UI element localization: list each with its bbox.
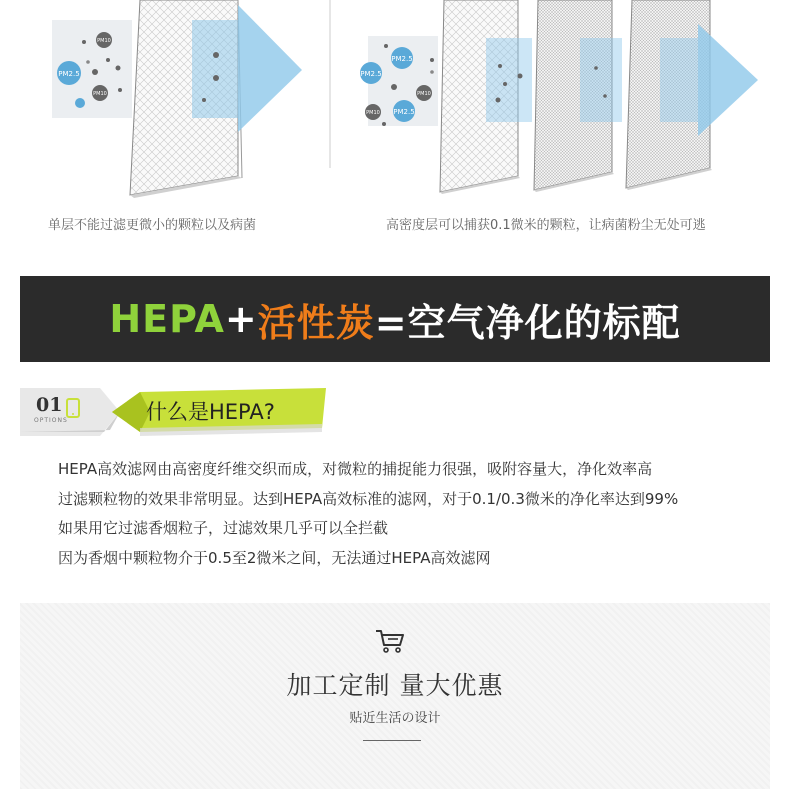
- banner-carbon: 活性炭: [257, 300, 375, 345]
- pm25-label: PM2.5: [391, 55, 413, 63]
- right-airflow-arrow: [660, 24, 758, 136]
- hepa-description: [58, 455, 758, 573]
- pm10-label: PM10: [366, 110, 380, 116]
- banner-hepa: HEPA: [109, 297, 225, 341]
- pm25-label: PM2.5: [58, 70, 80, 78]
- pm10-label: PM10: [93, 91, 107, 97]
- banner-plus: +: [224, 297, 258, 341]
- divider: [363, 740, 421, 741]
- banner-rest: =空气净化的标配: [374, 300, 681, 345]
- filter-diagram: [0, 0, 790, 210]
- right-caption: 高密度层可以捕获0.1微米的颗粒，让病菌粉尘无处可逃: [386, 218, 706, 233]
- left-particle-cloud: [52, 20, 132, 118]
- description-line: 如果用它过滤香烟粒子，过滤效果几乎可以全拦截: [58, 519, 389, 537]
- panel-subtitle: 贴近生活の设计: [349, 711, 441, 726]
- right-particle-cloud: [360, 36, 438, 126]
- pm25-label: PM2.5: [360, 70, 382, 78]
- filter-illustration: [0, 0, 790, 260]
- custom-order-panel: [20, 603, 770, 789]
- section-number: 01: [36, 394, 63, 416]
- pm10-label: PM10: [97, 38, 111, 44]
- description-line: 过滤颗粒物的效果非常明显。达到HEPA高效标准的滤网，对于0.1/0.3微米的净化率达到99%: [58, 489, 679, 508]
- pm25-label: PM2.5: [393, 108, 415, 116]
- cart-icon: [374, 627, 406, 655]
- description-line: 因为香烟中颗粒物介于0.5至2微米之间，无法通过HEPA高效滤网: [58, 548, 491, 567]
- section-title: 什么是HEPA?: [146, 400, 275, 424]
- left-caption: 单层不能过滤更微小的颗粒以及病菌: [48, 218, 257, 233]
- left-airflow-arrow: [192, 5, 302, 132]
- section-tag: [20, 384, 330, 440]
- panel-title: 加工定制 量大优惠: [286, 671, 504, 700]
- pm10-label: PM10: [417, 91, 431, 97]
- description-line: HEPA高效滤网由高密度纤维交织而成，对微粒的捕捉能力很强，吸附容量大，净化效率高: [58, 460, 653, 478]
- hepa-carbon-banner: [20, 276, 770, 362]
- section-number-sub: OPTIONS: [34, 417, 68, 424]
- phone-icon: [66, 398, 80, 418]
